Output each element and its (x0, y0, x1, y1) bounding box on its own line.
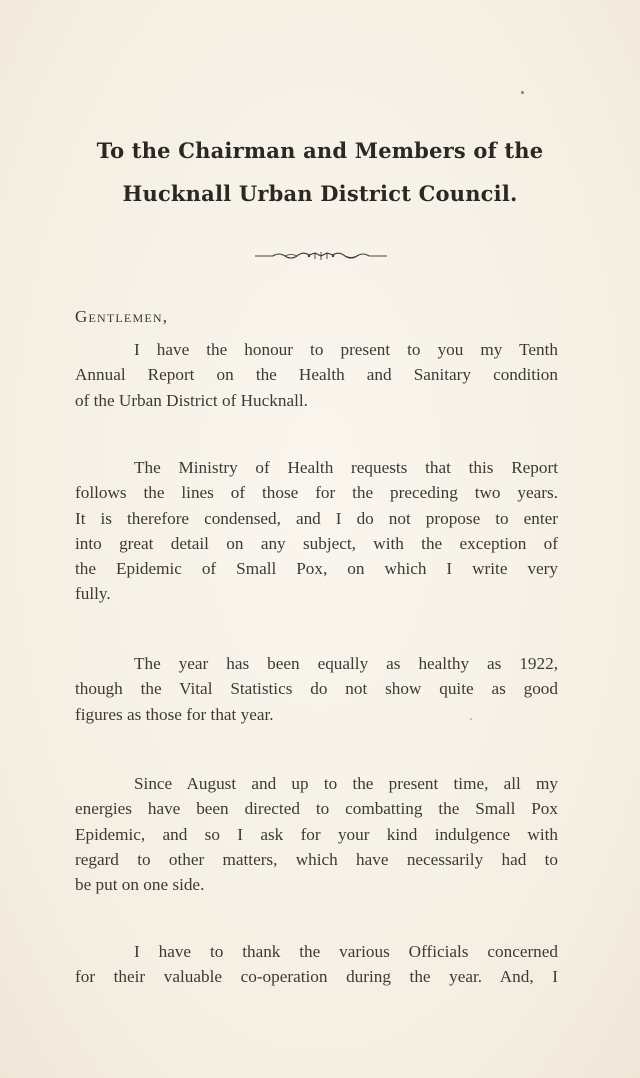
paragraph-line: The year has been equally as healthy as 1922, (134, 654, 558, 673)
paragraph-line: be put on one side. (75, 875, 205, 895)
heading-line-1: To the Chairman and Members of the (96, 138, 544, 163)
paragraph-line: I have to thank the various Officials concerned (134, 942, 558, 961)
paragraph-2 (75, 455, 558, 607)
paragraph-line: of the Urban District of Hucknall. (75, 390, 308, 410)
paragraph-4 (75, 771, 558, 897)
paragraph-line: for their valuable co-operation during the year. And, I (75, 967, 558, 987)
paragraph-line: figures as those for that year. (75, 704, 274, 724)
paragraph-line: Annual Report on the Health and Sanitary condition (75, 365, 558, 385)
paragraph-line: fully. (75, 584, 111, 604)
paragraph-line: into great detail on any subject, with the exception of (75, 533, 558, 553)
paragraph-3 (75, 651, 558, 727)
paragraph-line: energies have been directed to combatting the Small Pox (75, 799, 558, 819)
paragraph-line: Since August and up to the present time, all my (134, 774, 558, 793)
paper-speck (521, 91, 524, 94)
paragraph-line: the Epidemic of Small Pox, on which I write very (75, 559, 558, 579)
paragraph-line: Epidemic, and so I ask for your kind indulgence with (75, 824, 558, 844)
paragraph-line: regard to other matters, which have necessarily had to (75, 849, 558, 869)
paragraph-line: The Ministry of Health requests that this Report (134, 458, 558, 477)
salutation: Gentlemen, (75, 307, 169, 326)
paragraph-line: follows the lines of those for the preceding two years. (75, 483, 558, 503)
paragraph-1 (75, 337, 558, 413)
paragraph-line: It is therefore condensed, and I do not propose to enter (75, 508, 558, 528)
paragraph-5 (75, 939, 558, 990)
paragraph-line: though the Vital Statistics do not show quite as good (75, 679, 558, 699)
decorative-rule-icon (255, 249, 387, 263)
paragraph-line: I have the honour to present to you my Tenth (134, 340, 558, 359)
heading-line-2: Hucknall Urban District Council. (122, 181, 518, 206)
